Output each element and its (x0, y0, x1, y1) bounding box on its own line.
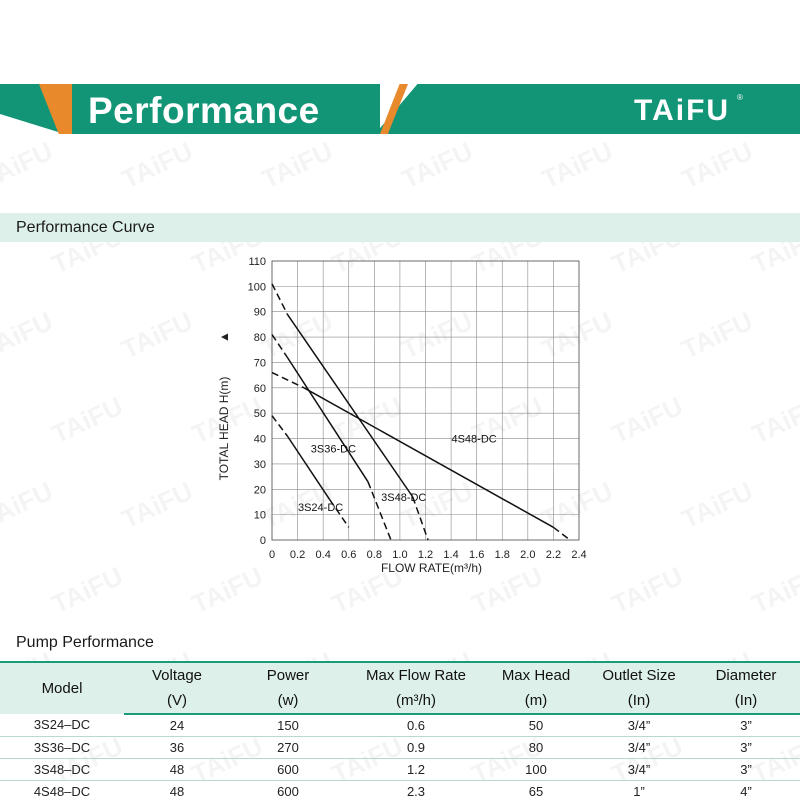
curve-segment-3s24-dc (272, 416, 287, 436)
table-row (0, 714, 800, 736)
watermark-text (47, 391, 128, 451)
table-cell: 3” (692, 714, 800, 736)
table-row (0, 758, 800, 780)
table-cell: 3S36–DC (0, 736, 124, 758)
performance-curve-chart (200, 248, 600, 588)
table-cell: 65 (486, 780, 586, 800)
x-tick-label: 0 (268, 549, 276, 561)
x-tick-label: 0.6 (341, 549, 357, 561)
x-tick-label: 0.8 (366, 549, 382, 561)
table-header-row (0, 662, 800, 688)
y-tick-label: 80 (253, 332, 266, 345)
table-cell: 48 (124, 758, 230, 780)
table-row (0, 736, 800, 758)
watermark-text (677, 140, 758, 195)
table-cell: 3” (692, 758, 800, 780)
y-tick-label: 90 (253, 306, 266, 319)
table-cell: 1” (586, 780, 692, 800)
column-header-outlet-size: Outlet Size (586, 662, 692, 688)
y-tick-label: 40 (253, 433, 266, 446)
watermark-text (747, 391, 800, 451)
watermark-text (117, 476, 198, 536)
series-label: 3S24-DC (297, 502, 344, 515)
y-tick-label: 30 (253, 458, 266, 471)
table-cell: 1.2 (346, 758, 486, 780)
curve-segment-3s48-dc (287, 314, 412, 497)
y-axis-arrow: ▲ (217, 331, 231, 343)
x-tick-label: 2.4 (571, 549, 587, 561)
table-cell: 3/4” (586, 758, 692, 780)
series-label: 3S36-DC (310, 443, 357, 456)
brand-logo: TAiFU (634, 94, 731, 127)
x-tick-label: 2.2 (545, 549, 562, 561)
pump-performance-table (0, 661, 800, 800)
brand-registered-mark: ® (737, 93, 743, 102)
curve-section-title: Performance Curve (16, 219, 155, 236)
table-cell: 80 (486, 736, 586, 758)
x-tick-label: 2.0 (520, 549, 536, 561)
curve-segment-3s48-dc (272, 284, 287, 314)
table-cell: 24 (124, 714, 230, 736)
x-tick-label: 1.6 (469, 549, 485, 561)
column-header-model: Model (0, 662, 124, 714)
banner-right-panel (375, 84, 800, 134)
column-unit-diameter: (In) (692, 688, 800, 714)
page-title: Performance (88, 90, 320, 131)
curve-segment-3s36-dc (368, 482, 391, 540)
x-tick-label: 1.0 (392, 549, 408, 561)
x-tick-label: 1.8 (494, 549, 510, 561)
watermark-text (537, 140, 618, 195)
x-tick-label: 1.2 (417, 549, 434, 561)
y-tick-label: 110 (248, 256, 266, 268)
table-cell: 3S24–DC (0, 714, 124, 736)
table-section-title: Pump Performance (16, 634, 154, 651)
table-cell: 0.9 (346, 736, 486, 758)
table-cell: 50 (486, 714, 586, 736)
watermark-text (117, 140, 198, 195)
y-tick-label: 0 (259, 535, 266, 547)
curve-segment-3s36-dc (287, 357, 368, 481)
table-cell: 150 (230, 714, 346, 736)
table-cell: 100 (486, 758, 586, 780)
table-cell: 4” (692, 780, 800, 800)
x-tick-label: 0.4 (315, 549, 331, 561)
table-cell: 3/4” (586, 714, 692, 736)
watermark-text (0, 476, 58, 536)
x-tick-label: 1.4 (443, 549, 459, 561)
column-unit-max-flow-rate: (m³/h) (346, 688, 486, 714)
y-tick-label: 50 (253, 408, 266, 421)
table-cell: 48 (124, 780, 230, 800)
watermark-text (0, 306, 58, 366)
y-tick-label: 70 (253, 357, 266, 370)
table-cell: 36 (124, 736, 230, 758)
table-cell: 3/4” (586, 736, 692, 758)
y-tick-label: 10 (253, 509, 266, 522)
y-tick-label: 100 (247, 281, 266, 294)
column-header-power: Power (230, 662, 346, 688)
column-unit-outlet-size: (In) (586, 688, 692, 714)
column-header-max-flow-rate: Max Flow Rate (346, 662, 486, 688)
y-tick-label: 60 (253, 382, 266, 395)
watermark-text (607, 561, 688, 621)
curve-segment-4s48-dc (553, 527, 570, 540)
column-header-max-head: Max Head (486, 662, 586, 688)
watermark-text (677, 476, 758, 536)
watermark-text (397, 140, 478, 195)
y-tick-label: 20 (253, 484, 266, 497)
table-cell: 270 (230, 736, 346, 758)
column-unit-voltage: (V) (124, 688, 230, 714)
watermark-text (677, 306, 758, 366)
column-header-diameter: Diameter (692, 662, 800, 688)
x-axis-title: FLOW RATE(m³/h) (380, 561, 483, 575)
table-cell: 0.6 (346, 714, 486, 736)
series-label: 3S48-DC (381, 491, 427, 504)
table-cell: 4S48–DC (0, 780, 124, 800)
table-cell: 3S48–DC (0, 758, 124, 780)
watermark-text (0, 140, 58, 195)
y-axis-title: TOTAL HEAD H(m) (217, 376, 231, 481)
watermark-text (257, 140, 338, 195)
watermark-text (117, 306, 198, 366)
table-row (0, 780, 800, 800)
column-header-voltage: Voltage (124, 662, 230, 688)
x-tick-label: 0.2 (289, 549, 306, 561)
column-unit-power: (w) (230, 688, 346, 714)
table-cell: 600 (230, 758, 346, 780)
curve-segment-3s36-dc (272, 335, 287, 358)
watermark-text (747, 561, 800, 621)
watermark-text (607, 391, 688, 451)
column-unit-max-head: (m) (486, 688, 586, 714)
header-banner (0, 84, 800, 134)
table-cell: 3” (692, 736, 800, 758)
watermark-text (47, 561, 128, 621)
series-label: 4S48-DC (451, 433, 497, 446)
table-cell: 2.3 (346, 780, 486, 800)
table-cell: 600 (230, 780, 346, 800)
